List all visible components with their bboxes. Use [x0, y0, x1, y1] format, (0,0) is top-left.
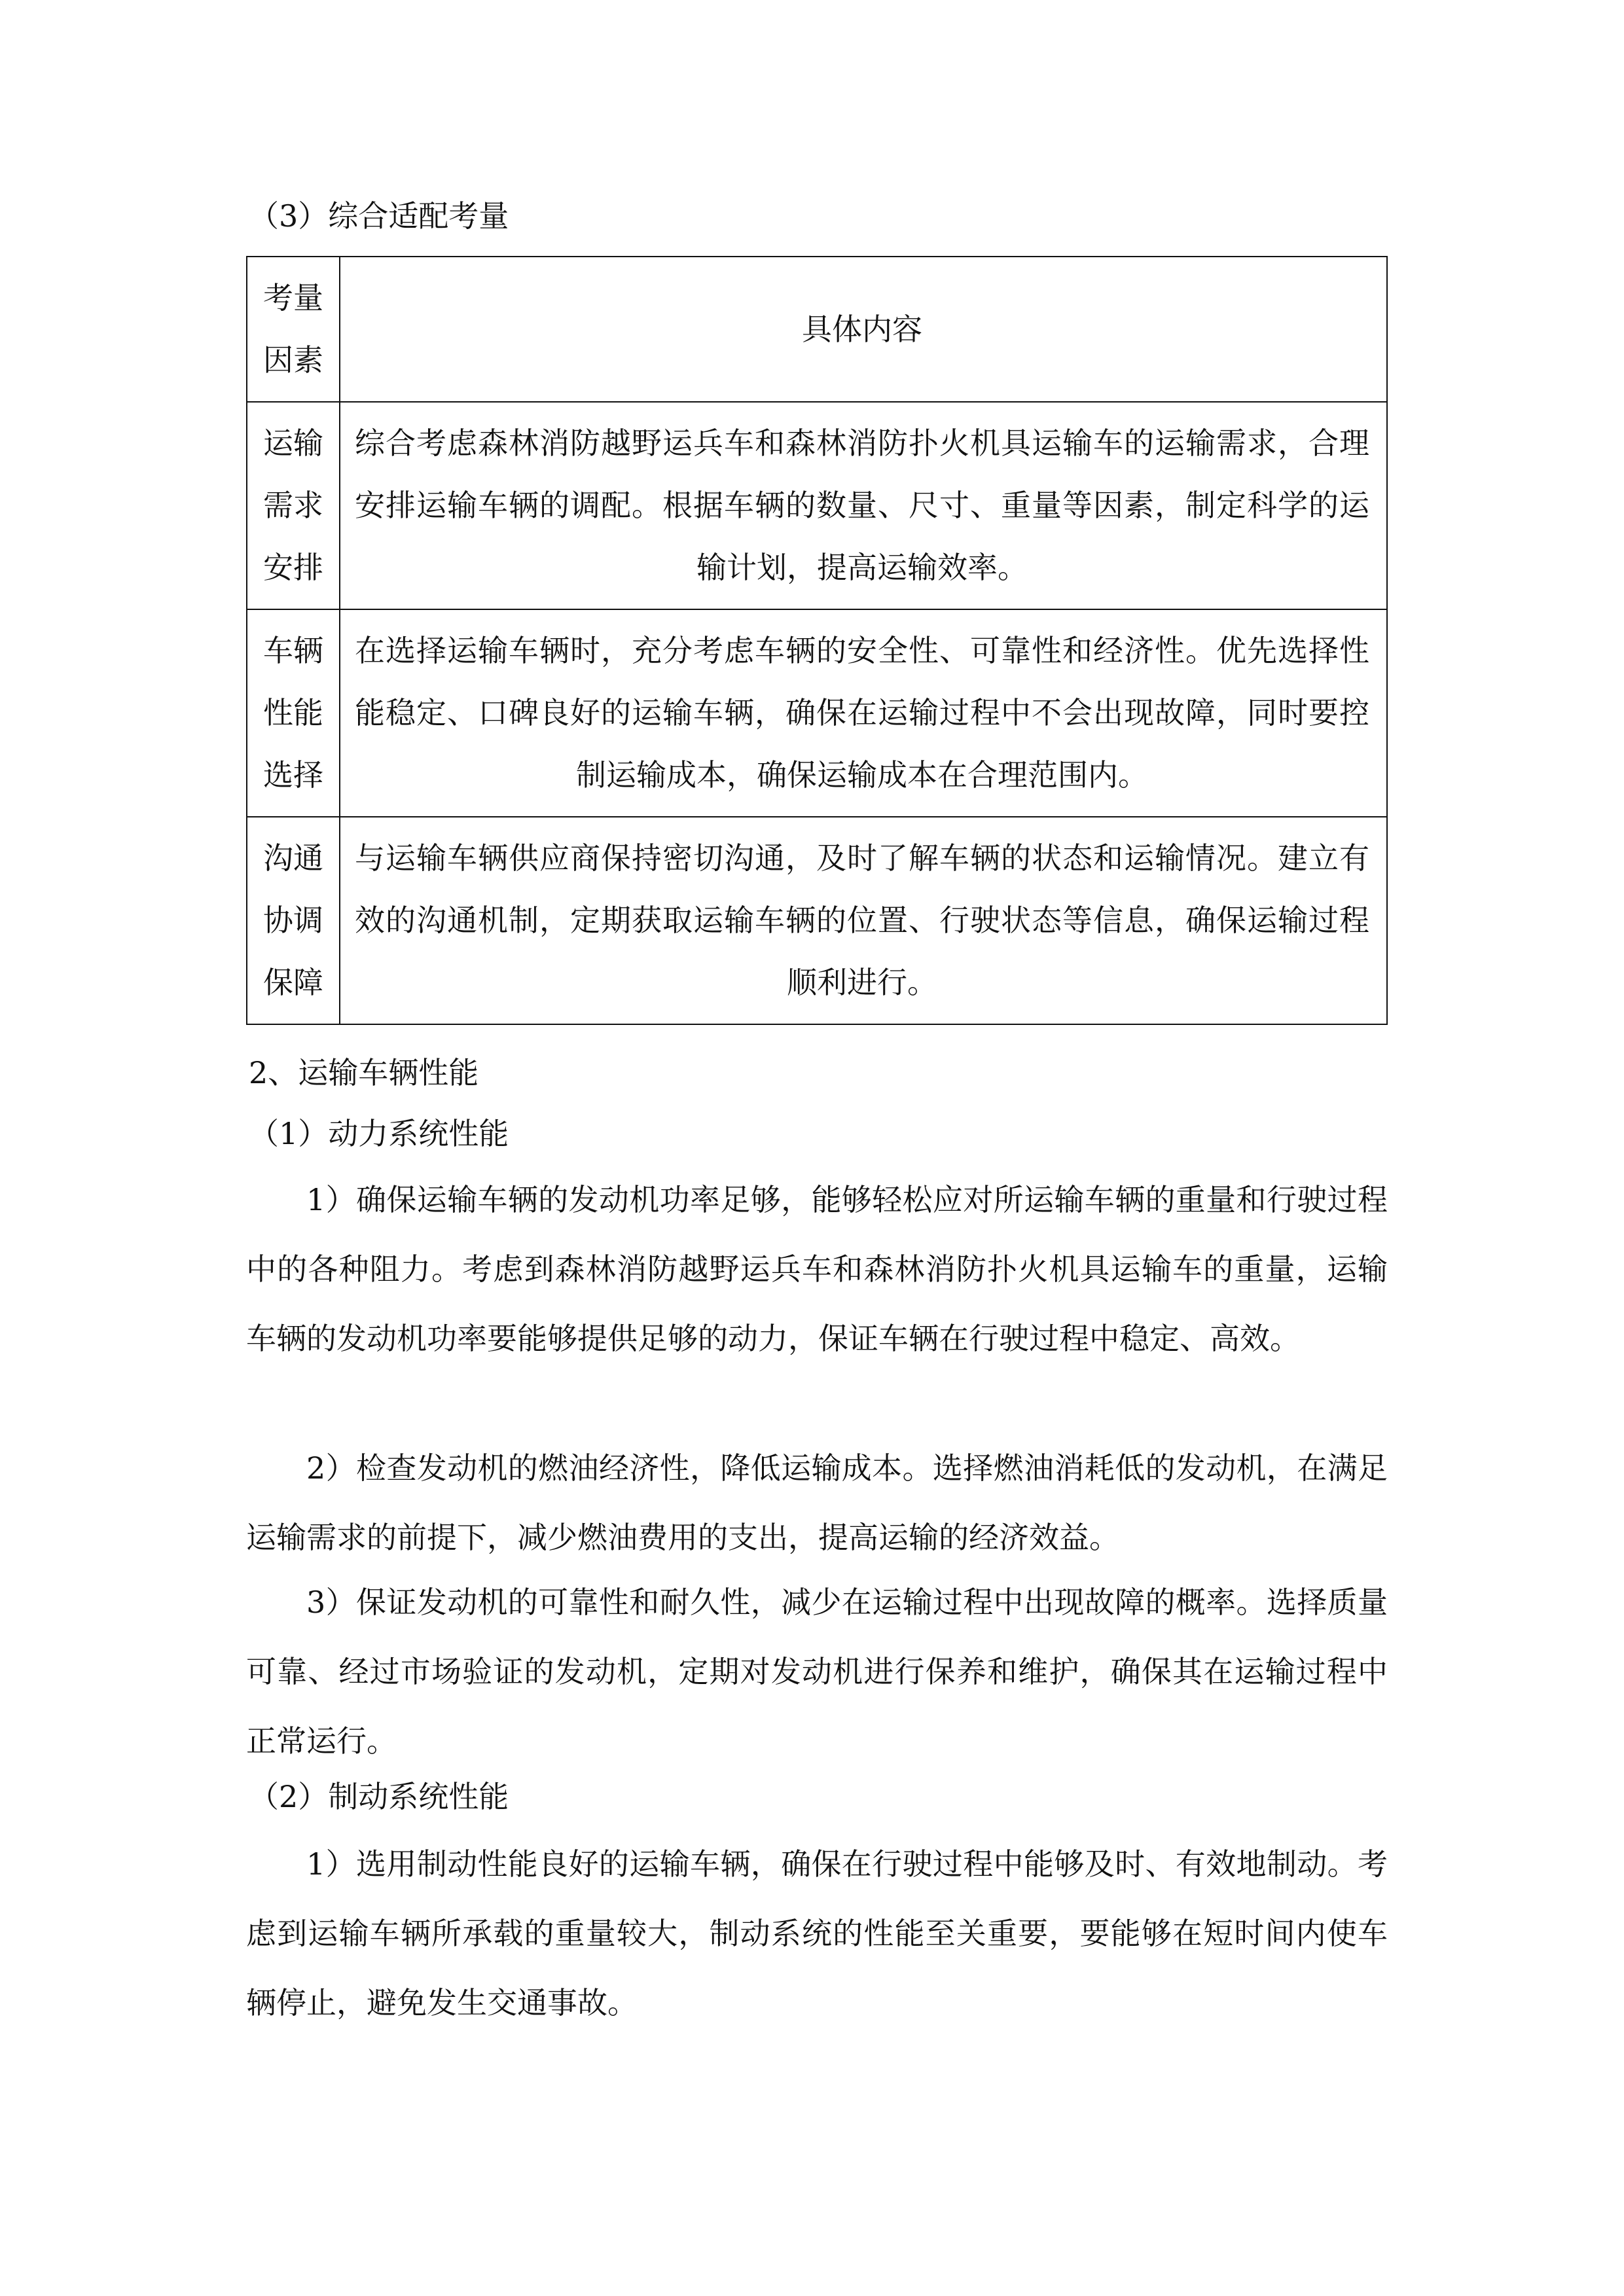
paragraph-braking-performance: 1）选用制动性能良好的运输车辆，确保在行驶过程中能够及时、有效地制动。考虑到运输车辆所承载的重量较大，制动系统的性能至关重要，要能够在短时间内使车辆停止，避免发生交通事故。 — [246, 1846, 1388, 2020]
heading-vehicle-performance: 2、运输车辆性能 — [249, 1055, 479, 1090]
paragraph-engine-reliability: 3）保证发动机的可靠性和耐久性，减少在运输过程中出现故障的概率。选择质量可靠、经过市场验证的发动机，定期对发动机进行保养和维护，确保其在运输过程中正常运行。 — [246, 1585, 1388, 1759]
factor-line: 需求 — [263, 488, 323, 523]
factor-line: 因素 — [263, 342, 323, 378]
factor-line: 协调 — [263, 903, 323, 938]
factor-line: 运输 — [263, 425, 323, 461]
table-row — [247, 609, 1387, 817]
factor-line: 考量 — [263, 280, 323, 315]
table-row-factor — [247, 609, 340, 817]
table-row-factor — [247, 402, 340, 609]
heading-power-system: （1）动力系统性能 — [249, 1116, 509, 1151]
factor-line: 保障 — [263, 965, 323, 1000]
table-header-row — [247, 257, 1387, 402]
heading-comprehensive-adaptation: （3）综合适配考量 — [249, 198, 509, 234]
paragraph-fuel-economy: 2）检查发动机的燃油经济性，降低运输成本。选择燃油消耗低的发动机，在满足运输需求的前提下，减少燃油费用的支出，提高运输的经济效益。 — [246, 1450, 1388, 1555]
table-row — [247, 817, 1387, 1024]
factor-line: 沟通 — [263, 840, 323, 876]
heading-braking-system: （2）制动系统性能 — [249, 1779, 509, 1814]
table-row-factor — [247, 817, 340, 1024]
table-header-content: 具体内容 — [340, 257, 1387, 402]
considerations-table — [246, 256, 1388, 1025]
factor-line: 性能 — [263, 695, 323, 730]
factor-line: 选择 — [263, 757, 323, 793]
table-row-content: 与运输车辆供应商保持密切沟通，及时了解车辆的状态和运输情况。建立有效的沟通机制，定期获取运输车辆的位置、行驶状态等信息，确保运输过程顺利进行。 — [340, 817, 1387, 1024]
table-row — [247, 402, 1387, 609]
factor-line: 安排 — [263, 550, 323, 585]
table-row-content: 在选择运输车辆时，充分考虑车辆的安全性、可靠性和经济性。优先选择性能稳定、口碑良好的运输车辆，确保在运输过程中不会出现故障，同时要控制运输成本，确保运输成本在合理范围内。 — [340, 609, 1387, 817]
table-header-factor — [247, 257, 340, 402]
factor-line: 车辆 — [263, 633, 323, 668]
paragraph-engine-power: 1）确保运输车辆的发动机功率足够，能够轻松应对所运输车辆的重量和行驶过程中的各种阻力。考虑到森林消防越野运兵车和森林消防扑火机具运输车的重量，运输车辆的发动机功率要能够提供足够的动力，保证车辆在行驶过程中稳定、高效。 — [246, 1182, 1388, 1356]
table-row-content: 综合考虑森林消防越野运兵车和森林消防扑火机具运输车的运输需求，合理安排运输车辆的调配。根据车辆的数量、尺寸、重量等因素，制定科学的运输计划，提高运输效率。 — [340, 402, 1387, 609]
